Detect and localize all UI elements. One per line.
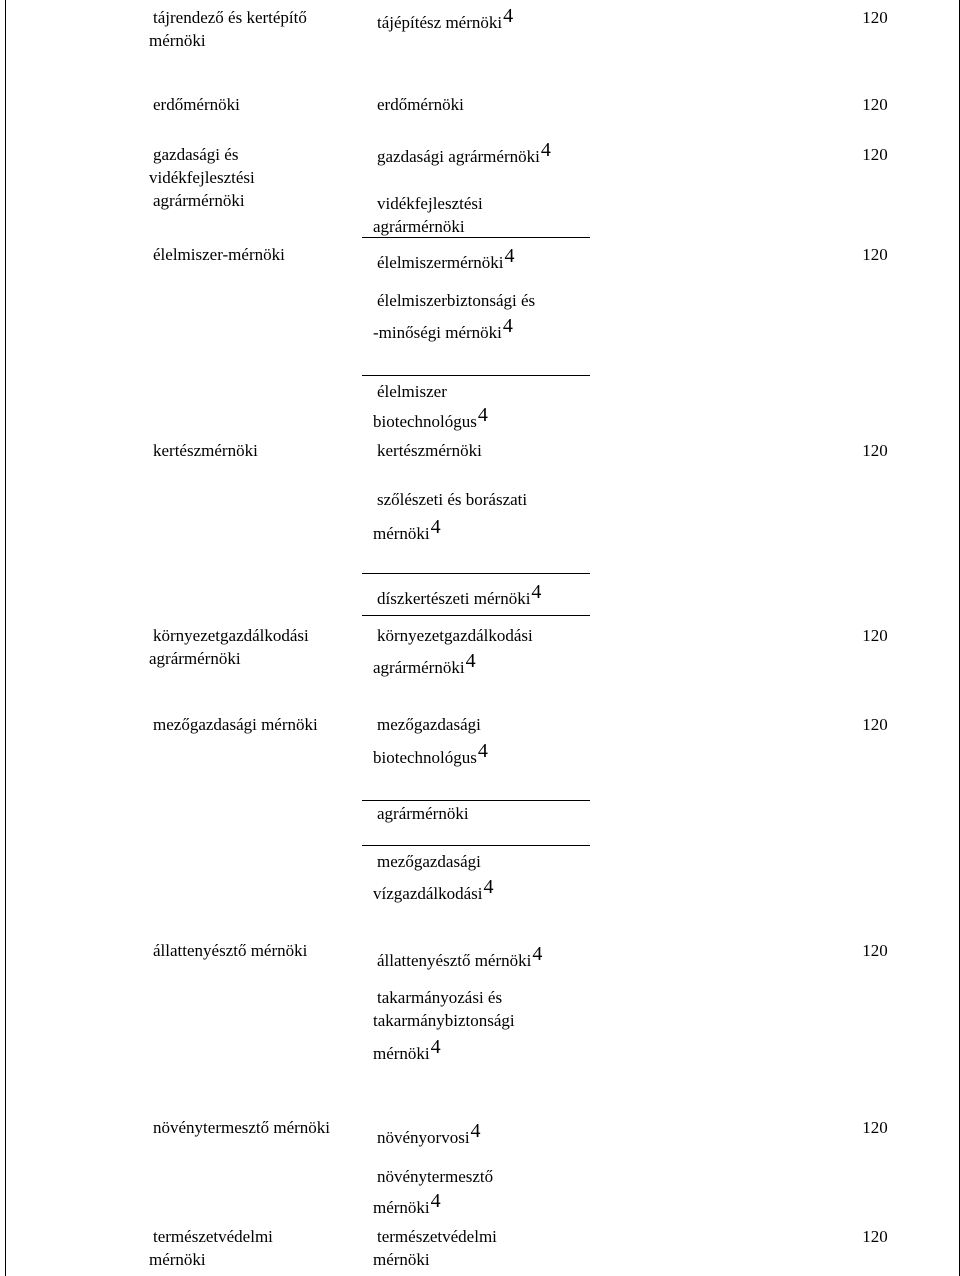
row-mid-line bbox=[377, 245, 515, 274]
mid-text: tájépítész mérnöki bbox=[377, 13, 503, 32]
row-mid-line bbox=[377, 850, 481, 873]
row-left-cell bbox=[153, 1116, 330, 1139]
mid-text: mérnöki bbox=[373, 1044, 430, 1063]
row-mid-line bbox=[377, 1120, 481, 1149]
mid-text: növényorvosi bbox=[377, 1128, 470, 1147]
row-mid-line bbox=[377, 1165, 493, 1188]
row-mid-line bbox=[373, 1009, 515, 1032]
row-mid-line bbox=[373, 1248, 430, 1271]
row-mid-line bbox=[377, 93, 464, 116]
footnote-mark: 4 bbox=[503, 5, 514, 27]
row-mid-line bbox=[377, 581, 542, 610]
credit-value: 120 bbox=[862, 8, 888, 27]
row-mid-line bbox=[377, 713, 481, 736]
left-line: természetvédelmi bbox=[153, 1227, 273, 1246]
row-mid-line bbox=[373, 516, 441, 545]
mid-text: szőlészeti és borászati bbox=[377, 490, 528, 509]
mid-text: agrármérnöki bbox=[373, 658, 465, 677]
row-divider bbox=[362, 573, 590, 574]
footnote-mark: 4 bbox=[465, 650, 476, 672]
mid-text: takarmánybiztonsági bbox=[373, 1011, 515, 1030]
mid-text: erdőmérnöki bbox=[377, 95, 464, 114]
mid-text: növénytermesztő bbox=[377, 1167, 494, 1186]
row-mid-line bbox=[377, 943, 543, 972]
row-mid-line bbox=[373, 740, 488, 769]
mid-text: kertészmérnöki bbox=[377, 441, 482, 460]
mid-text: állattenyésztő mérnöki bbox=[377, 951, 532, 970]
row-left-cell bbox=[153, 93, 240, 116]
credit-value: 120 bbox=[862, 145, 888, 164]
mid-text: vízgazdálkodási bbox=[373, 884, 483, 903]
credit-value: 120 bbox=[862, 1118, 888, 1137]
row-mid-line bbox=[373, 650, 476, 679]
footnote-mark: 4 bbox=[470, 1120, 481, 1142]
mid-text: agrármérnöki bbox=[377, 804, 469, 823]
footnote-mark: 4 bbox=[531, 581, 542, 603]
credit-value: 120 bbox=[862, 245, 888, 264]
row-mid-line bbox=[373, 215, 465, 238]
credit-value: 120 bbox=[862, 441, 888, 460]
row-left-cell bbox=[153, 713, 318, 736]
left-line: környezetgazdálkodási bbox=[153, 626, 309, 645]
row-mid-line bbox=[377, 1225, 497, 1248]
left-line: agrármérnöki bbox=[153, 191, 245, 210]
row-mid-line bbox=[377, 5, 514, 34]
row-mid-line bbox=[377, 986, 502, 1009]
mid-text: mezőgazdasági bbox=[377, 715, 481, 734]
row-mid-line bbox=[377, 139, 551, 168]
mid-text: mezőgazdasági bbox=[377, 852, 481, 871]
mid-text: mérnöki bbox=[373, 1198, 430, 1217]
footnote-mark: 4 bbox=[504, 245, 515, 267]
row-mid-line bbox=[377, 802, 469, 825]
row-divider bbox=[362, 615, 590, 616]
row-left-cell bbox=[153, 243, 285, 266]
left-line: kertészmérnöki bbox=[153, 441, 258, 460]
row-mid-line bbox=[373, 1036, 441, 1065]
row-mid-line bbox=[377, 289, 535, 312]
row-left-cell bbox=[149, 624, 309, 670]
footnote-mark: 4 bbox=[477, 740, 488, 762]
mid-text: környezetgazdálkodási bbox=[377, 626, 533, 645]
footnote-mark: 4 bbox=[502, 315, 513, 337]
row-mid-line bbox=[377, 439, 482, 462]
page-left-border bbox=[5, 0, 6, 1276]
credit-value: 120 bbox=[862, 715, 888, 734]
row-mid-line bbox=[373, 876, 494, 905]
footnote-mark: 4 bbox=[477, 404, 488, 426]
left-line: vidékfejlesztési bbox=[149, 168, 255, 187]
mid-text: -minőségi mérnöki bbox=[373, 323, 502, 342]
row-left-cell bbox=[149, 143, 255, 212]
row-mid-line bbox=[373, 1190, 441, 1219]
credit-value: 120 bbox=[862, 95, 888, 114]
left-line: növénytermesztő mérnöki bbox=[153, 1118, 331, 1137]
mid-text: gazdasági agrármérnöki bbox=[377, 147, 540, 166]
left-line: mezőgazdasági mérnöki bbox=[153, 715, 318, 734]
mid-text: mérnöki bbox=[373, 524, 430, 543]
mid-text: biotechnológus bbox=[373, 412, 477, 431]
left-line: agrármérnöki bbox=[149, 649, 241, 668]
row-left-cell bbox=[153, 939, 307, 962]
mid-text: élelmiszerbiztonsági és bbox=[377, 291, 536, 310]
credit-value: 120 bbox=[862, 941, 888, 960]
footnote-mark: 4 bbox=[483, 876, 494, 898]
left-line: állattenyésztő mérnöki bbox=[153, 941, 308, 960]
left-line: mérnöki bbox=[149, 1250, 206, 1269]
row-divider bbox=[362, 800, 590, 801]
credit-value: 120 bbox=[862, 1227, 888, 1246]
row-divider bbox=[362, 375, 590, 376]
row-mid-line bbox=[377, 488, 527, 511]
left-line: mérnöki bbox=[149, 31, 206, 50]
left-line: erdőmérnöki bbox=[153, 95, 240, 114]
row-divider bbox=[362, 845, 590, 846]
mid-text: élelmiszermérnöki bbox=[377, 253, 504, 272]
row-left-cell bbox=[149, 6, 307, 52]
row-mid-line bbox=[373, 315, 513, 344]
left-line: gazdasági és bbox=[153, 145, 239, 164]
left-line: élelmiszer-mérnöki bbox=[153, 245, 285, 264]
mid-text: biotechnológus bbox=[373, 748, 477, 767]
mid-text: természetvédelmi bbox=[377, 1227, 497, 1246]
footnote-mark: 4 bbox=[430, 1036, 441, 1058]
row-mid-line bbox=[373, 404, 488, 433]
credit-value: 120 bbox=[862, 626, 888, 645]
mid-text: díszkertészeti mérnöki bbox=[377, 589, 531, 608]
footnote-mark: 4 bbox=[430, 516, 441, 538]
footnote-mark: 4 bbox=[540, 139, 551, 161]
mid-text: mérnöki bbox=[373, 1250, 430, 1269]
row-mid-line bbox=[377, 624, 533, 647]
mid-text: takarmányozási és bbox=[377, 988, 503, 1007]
row-left-cell bbox=[149, 1225, 273, 1271]
footnote-mark: 4 bbox=[532, 943, 543, 965]
footnote-mark: 4 bbox=[430, 1190, 441, 1212]
row-mid-line bbox=[377, 380, 447, 403]
row-left-cell bbox=[153, 439, 258, 462]
mid-text: agrármérnöki bbox=[373, 217, 465, 236]
mid-text: vidékfejlesztési bbox=[377, 194, 483, 213]
left-line: tájrendező és kertépítő bbox=[153, 8, 307, 27]
mid-text: élelmiszer bbox=[377, 382, 447, 401]
row-mid-line bbox=[377, 192, 483, 215]
